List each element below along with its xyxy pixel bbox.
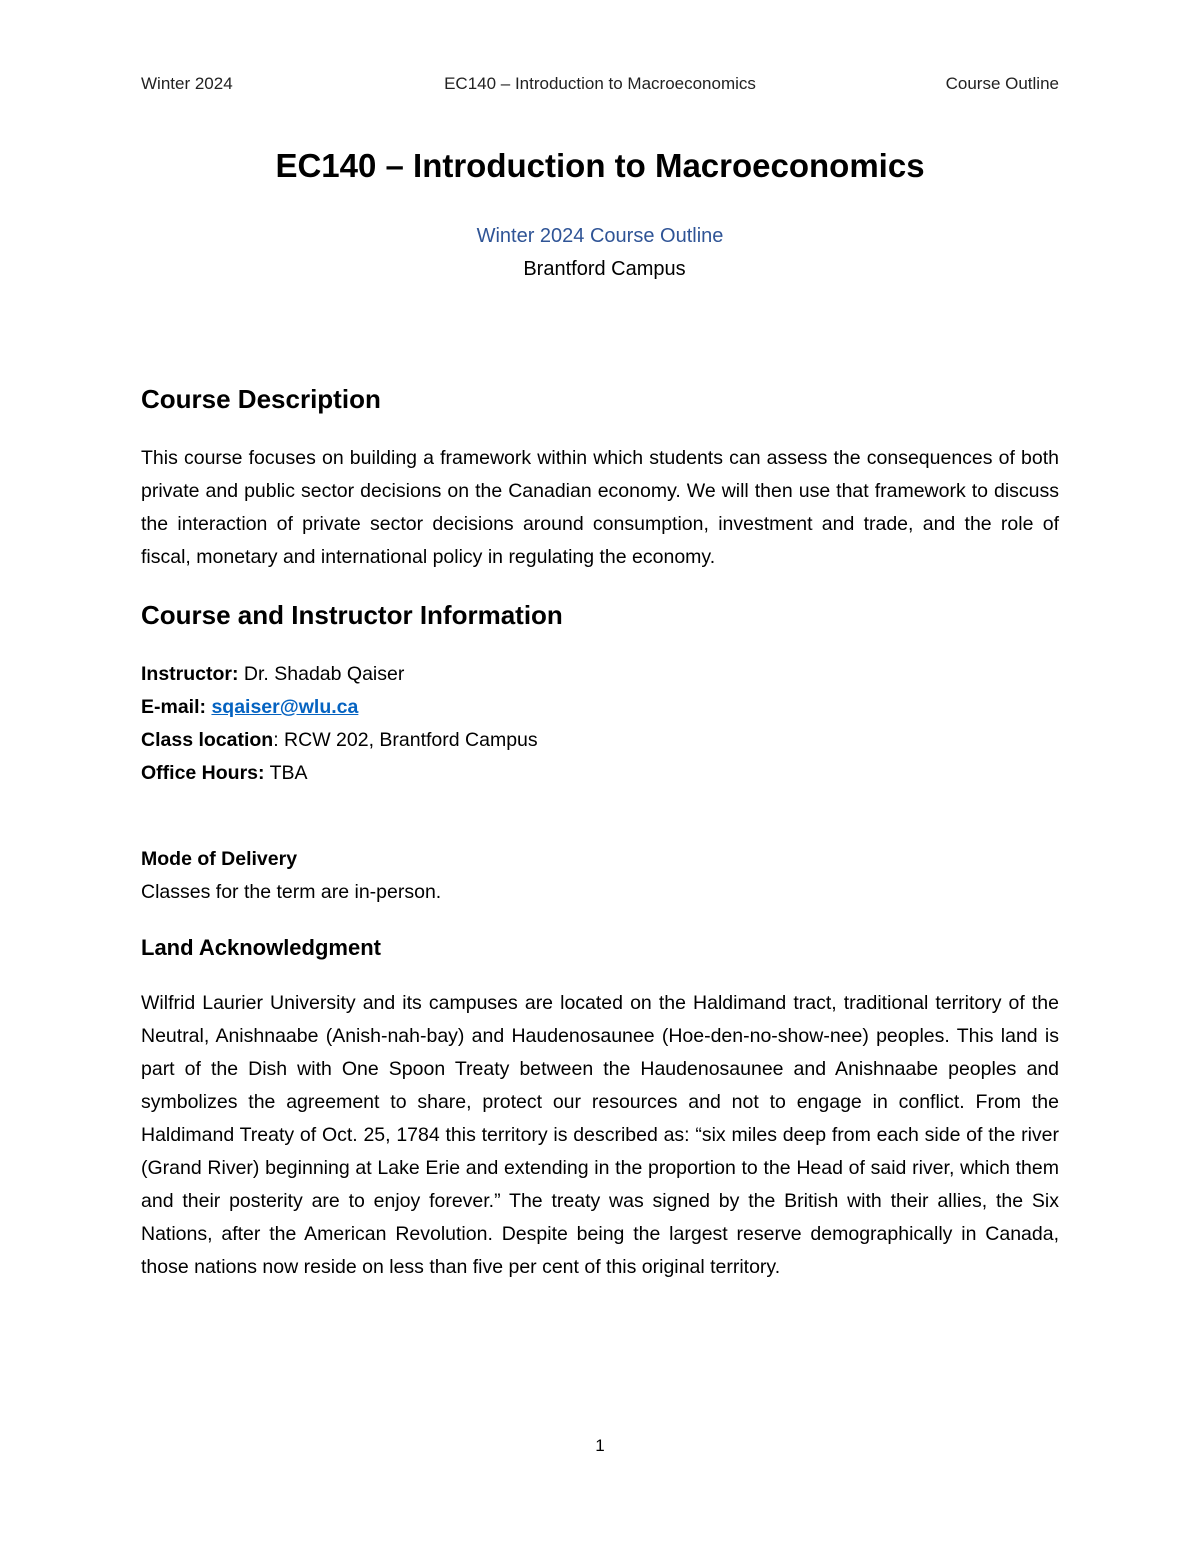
office-hours-label: Office Hours: [141,762,265,784]
mode-of-delivery-text: Classes for the term are in-person. [141,881,442,903]
course-info-section [141,599,1059,790]
land-acknowledgment-heading: Land Acknowledgment [141,935,381,960]
class-location-value: : RCW 202, Brantford Campus [273,729,538,751]
running-header [141,73,1059,97]
course-description-section [141,383,1059,574]
email-link[interactable]: sqaiser@wlu.ca [211,696,359,718]
office-hours-value: TBA [269,762,308,784]
campus-name: Brantford Campus [523,258,686,280]
course-description-heading: Course Description [141,384,381,414]
email-line [141,691,1059,724]
class-location-label: Class location [141,729,274,751]
office-hours-line [141,757,1059,790]
header-term: Winter 2024 [141,74,233,93]
instructor-label: Instructor: [141,663,239,685]
instructor-value: Dr. Shadab Qaiser [243,663,405,685]
header-document-type: Course Outline [945,74,1059,93]
land-acknowledgment-text: Wilfrid Laurier University and its campuses are located on the Haldimand tract, traditional territory of the Neutral, Anishnaabe (Anish-nah-bay) and Haudenosaunee (Hoe-den-no-show-nee) peoples. This land is part of the Dish with One Spoon Treaty between the Haudenosaunee and Anishnaabe peoples and symbolizes the agreement to share, protect our resources and not to engage in conflict. From the Haldimand Treaty of Oct. 25, 1784 this territory is described as: “six miles deep from each side of the river (Grand River) beginning at Lake Erie and extending in the proportion to the Head of said river, which them and their posterity are to enjoy forever.” The treaty was signed by the British with their allies, the Six Nations, after the American Revolution. Despite being the largest reserve demographically in Canada, those nations now reside on less than five per cent of this original territory. [141,992,1059,1278]
document-title: EC140 – Introduction to Macroeconomics [275,147,925,184]
document-subtitle: Winter 2024 Course Outline [476,225,724,247]
email-label: E-mail: [141,696,207,718]
instructor-line [141,658,1059,691]
course-info-heading: Course and Instructor Information [141,600,563,630]
mode-of-delivery-heading: Mode of Delivery [141,848,298,870]
course-description-text: This course focuses on building a framework within which students can assess the consequences of both private and public sector decisions on the Canadian economy. We will then use that framework to discuss the interaction of private sector decisions around consumption, investment and trade, and the role of fiscal, monetary and international policy in regulating the economy. [141,447,1059,568]
course-info-list [141,658,1059,790]
header-course-title: EC140 – Introduction to Macroeconomics [444,74,756,93]
land-acknowledgment-section [141,934,1059,1284]
page-number: 1 [595,1436,605,1455]
class-location-line [141,724,1059,757]
mode-of-delivery-section [141,843,1059,909]
